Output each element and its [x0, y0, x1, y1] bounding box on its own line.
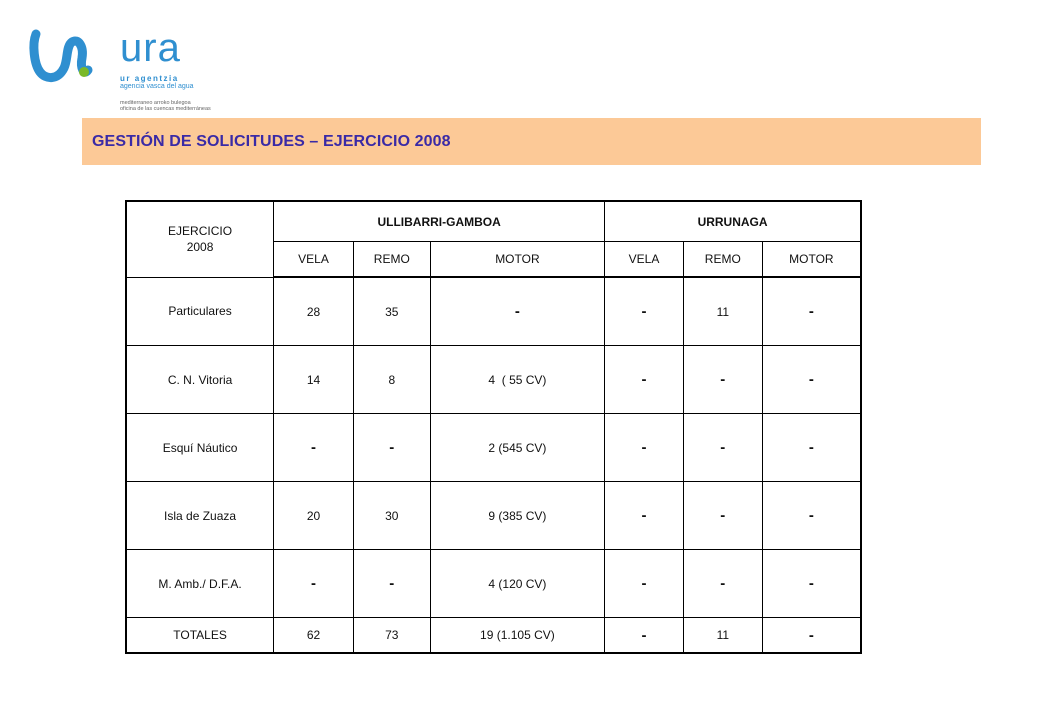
table-cell: -: [605, 550, 684, 618]
totals-label: TOTALES: [126, 618, 274, 654]
table-cell: -: [353, 550, 430, 618]
table-row: [126, 414, 861, 482]
table-cell: -: [274, 414, 354, 482]
table-cell: 35: [353, 277, 430, 346]
table-cell: 4 ( 55 CV): [430, 346, 604, 414]
table-header-row: [126, 201, 861, 242]
row-label: Isla de Zuaza: [126, 482, 274, 550]
subheader-cell: MOTOR: [430, 242, 604, 278]
table-cell: 11: [683, 277, 762, 346]
table-cell: 28: [274, 277, 354, 346]
totals-cell: 62: [274, 618, 354, 654]
corner-header-line2: 2008: [186, 240, 214, 255]
table-cell: -: [430, 277, 604, 346]
group-header-ullibarri: ULLIBARRI-GAMBOA: [274, 201, 605, 242]
row-label: Particulares: [126, 277, 274, 346]
subheader-cell: REMO: [683, 242, 762, 278]
table-cell: 4 (120 CV): [430, 550, 604, 618]
table-cell: -: [353, 414, 430, 482]
table-cell: -: [762, 482, 861, 550]
table-cell: 20: [274, 482, 354, 550]
title-banner: [82, 118, 981, 165]
table-cell: -: [683, 550, 762, 618]
logo-subtitle-3: mediterraneo arroko bulegoa: [120, 100, 191, 106]
table-cell: -: [605, 482, 684, 550]
table-cell: 9 (385 CV): [430, 482, 604, 550]
logo-subtitle-1: ur agentzia: [120, 74, 179, 83]
subheader-cell: REMO: [353, 242, 430, 278]
logo-wordmark: ura: [120, 26, 181, 70]
table-cell: 14: [274, 346, 354, 414]
table-cell: -: [683, 414, 762, 482]
table-cell: -: [762, 550, 861, 618]
totals-cell: 73: [353, 618, 430, 654]
ura-logo-mark-icon: [28, 24, 118, 104]
ura-logo: [28, 24, 211, 112]
table-cell: -: [762, 277, 861, 346]
logo-subtitle-4: oficina de las cuencas mediterráneas: [120, 106, 211, 112]
table-cell: -: [762, 414, 861, 482]
table-cell: -: [683, 346, 762, 414]
subheader-cell: VELA: [274, 242, 354, 278]
table-cell: 8: [353, 346, 430, 414]
table-cell: -: [605, 346, 684, 414]
subheader-cell: VELA: [605, 242, 684, 278]
totals-cell: -: [605, 618, 684, 654]
corner-header-line1: EJERCICIO: [168, 224, 233, 239]
table-row: [126, 277, 861, 346]
table-cell: -: [762, 346, 861, 414]
table-cell: -: [274, 550, 354, 618]
totals-cell: 19 (1.105 CV): [430, 618, 604, 654]
table-cell: -: [605, 277, 684, 346]
totals-row: [126, 618, 861, 654]
table-row: [126, 346, 861, 414]
table-row: [126, 550, 861, 618]
table-cell: -: [605, 414, 684, 482]
subheader-cell: MOTOR: [762, 242, 861, 278]
table-row: [126, 482, 861, 550]
table-cell: 30: [353, 482, 430, 550]
row-label: C. N. Vitoria: [126, 346, 274, 414]
group-header-urrunaga: URRUNAGA: [605, 201, 861, 242]
table-cell: -: [683, 482, 762, 550]
requests-table: [125, 200, 862, 654]
totals-cell: -: [762, 618, 861, 654]
totals-cell: 11: [683, 618, 762, 654]
corner-header-cell: [126, 201, 274, 277]
table-cell: 2 (545 CV): [430, 414, 604, 482]
logo-subtitle-2: agencia vasca del agua: [120, 83, 194, 90]
page-title: GESTIÓN DE SOLICITUDES – EJERCICIO 2008: [92, 132, 451, 150]
row-label: M. Amb./ D.F.A.: [126, 550, 274, 618]
row-label: Esquí Náutico: [126, 414, 274, 482]
